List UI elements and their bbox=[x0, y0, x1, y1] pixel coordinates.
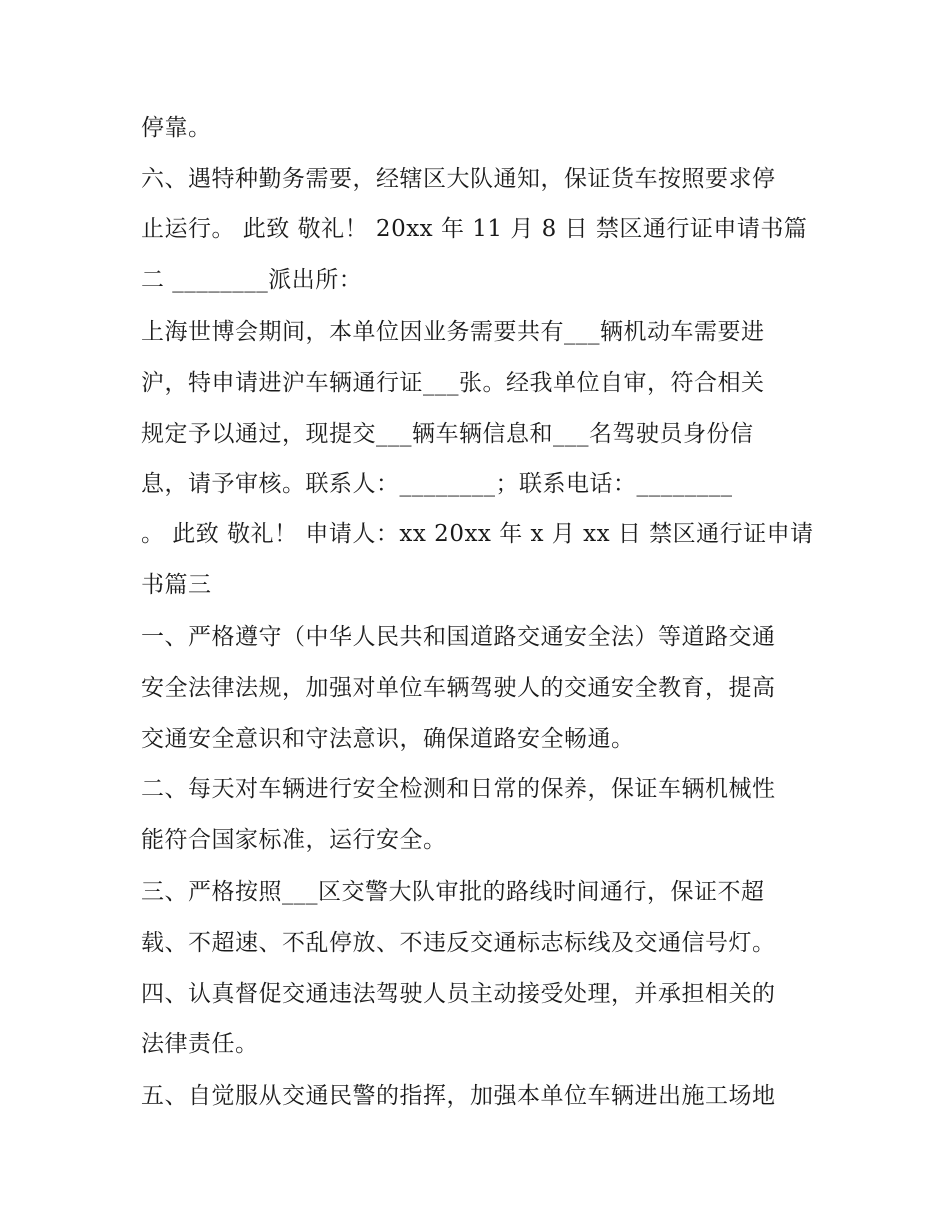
text-line: 停靠。 bbox=[141, 115, 212, 141]
text-line: 上海世博会期间，本单位因业务需要共有___辆机动车需要进 bbox=[141, 319, 765, 345]
text-line: 能符合国家标准，运行安全。 bbox=[141, 827, 447, 853]
text-line: 沪，特申请进沪车辆通行证___张。经我单位自审，符合相关 bbox=[141, 370, 765, 396]
text-line: 三、严格按照___区交警大队审批的路线时间通行，保证不超 bbox=[141, 879, 765, 905]
text-line: 四、认真督促交通违法驾驶人员主动接受处理，并承担相关的 bbox=[141, 981, 776, 1007]
text-line: 载、不超速、不乱停放、不违反交通标志标线及交通信号灯。 bbox=[141, 930, 776, 956]
text-line: 二、每天对车辆进行安全检测和日常的保养，保证车辆机械性 bbox=[141, 776, 776, 802]
text-line: 二 ________派出所： bbox=[141, 267, 363, 293]
text-line: 规定予以通过，现提交___辆车辆信息和___名驾驶员身份信 bbox=[141, 421, 754, 447]
text-line: 一、严格遵守（中华人民共和国道路交通安全法）等道路交通 bbox=[141, 624, 776, 650]
text-line: 止运行。 此致 敬礼！ 20xx 年 11 月 8 日 禁区通行证申请书篇 bbox=[141, 216, 808, 242]
text-line: 六、遇特种勤务需要，经辖区大队通知，保证货车按照要求停 bbox=[141, 166, 776, 192]
text-line: 安全法律法规，加强对单位车辆驾驶人的交通安全教育，提高 bbox=[141, 675, 776, 701]
text-line: 交通安全意识和守法意识，确保道路安全畅通。 bbox=[141, 726, 635, 752]
text-line: 。 此致 敬礼！ 申请人：xx 20xx 年 x 月 xx 日 禁区通行证申请 bbox=[141, 521, 814, 547]
text-line: 书篇三 bbox=[141, 572, 212, 598]
text-line: 法律责任。 bbox=[141, 1031, 259, 1057]
text-line: 息，请予审核。联系人：________；联系电话：________ bbox=[141, 471, 733, 497]
text-line: 五、自觉服从交通民警的指挥，加强本单位车辆进出施工场地 bbox=[141, 1083, 776, 1109]
